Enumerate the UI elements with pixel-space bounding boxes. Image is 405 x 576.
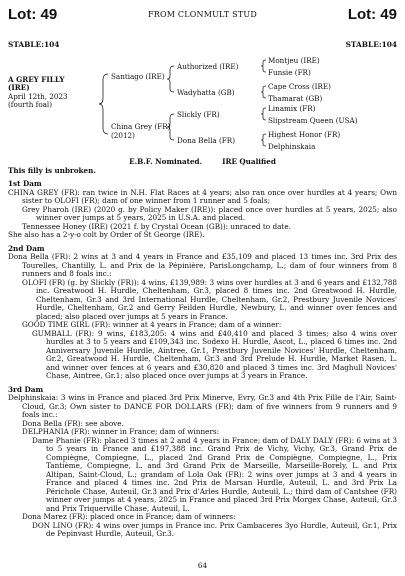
- first-dam-heading: 1st Dam: [8, 179, 42, 188]
- page-header: [8, 6, 397, 28]
- sire-dam: Wadyhatta (GB): [177, 88, 235, 97]
- third-dam-dona-marez: Dona Marez (FR): placed once in France; dam of winners:: [22, 512, 236, 521]
- third-dam-delphinskaia: Delphinskaia: 3 wins in France and placed 3rd Prix Minerve, Evry, Gr.3 and 4th Prix Fille de l'Air, Saint-Cloud, Gr.3; Own sister to DANCE FOR DOLLARS (FR); dam of five winners from 9 runners and 9 foals inc.:: [8, 393, 397, 419]
- dam-year: (2012): [111, 131, 135, 140]
- dam-dam-dam: Delphinskaia: [268, 142, 316, 151]
- stable-left: STABLE:104: [8, 40, 60, 49]
- sire: Santiago (IRE): [111, 72, 165, 81]
- dam-dam: Dona Bella (FR): [177, 136, 235, 145]
- third-dam-dona-bella-ref: Dona Bella (FR): see above.: [22, 418, 124, 428]
- dam-sire-sire: Linamix (FR): [268, 104, 316, 113]
- subject-foaled: April 12th, 2023: [8, 91, 68, 101]
- second-dam-olofi: OLOFI (FR) (g. by Slickly (FR)): 4 wins, £139,989: 3 wins over hurdles at 3 and 6 years and £132,788 inc. Greatwood H. Hurdle, Cheltenham, Gr.3, placed 8 times inc. 2nd Greatwood H. Hurdle, Cheltenham, Gr.3 and 3rd International Hurdle, Cheltenham, Gr.2, Prestbury Juvenile Novices' Hurdle, Cheltenham, Gr.2 and Gerry Feilden Hurdle, Newbury, L. and winner over fences and placed; also placed over jumps at 5 years in France.: [22, 277, 397, 321]
- unbroken-note: This filly is unbroken.: [8, 166, 96, 175]
- subject-foal-order: (fourth foal): [8, 100, 53, 110]
- stable-right: STABLE:104: [345, 40, 397, 49]
- lot-number-left: Lot: 49: [8, 6, 58, 23]
- third-dam-delphania: DELPHANIA (FR): winner in France; dam of winners:: [22, 427, 220, 436]
- subject-name: A GREY FILLY: [8, 75, 65, 84]
- second-dam-gumball: GUMBALL (FR): 9 wins, £183,205: 4 wins and £40,410 and placed 3 times; also 4 wins over hurdles at 3 to 5 years and £109,343 inc. Sodexo H. Hurdle, Ascot, L., placed 6 times inc. 2nd Anniversary Juvenile Hurdle, Aintree, Gr.1, Prestbury Juvenile Novices' Hurdle, Cheltenham, Gr.2, Greatwood H. Hurdle, Cheltenham, Gr.3 and 3rd Prelude H. Hurdle, Market Rasen, L. and winner over fences at 6 years and £30,820 and placed 3 times inc. 3rd Maghull Novices' Chase, Aintree, Gr.1; also placed once over jumps at 3 years in France.: [32, 328, 397, 380]
- sire-dam-dam: Thamarat (GB): [268, 94, 323, 103]
- first-dam-intro: CHINA GREY (FR): ran twice in N.H. Flat Races at 4 years; also ran once over hurdles at 4 years; Own sister to OLOFI (FR); dam of one winner from 1 runner and 5 foals;: [8, 187, 397, 205]
- subject-horse: [8, 76, 98, 110]
- subject-country: (IRE): [8, 83, 30, 93]
- third-dam-don-lino: DON LINO (FR): 4 wins over jumps in France inc. Prix Cambaceres 3yo Hurdle, Auteuil, Gr.1, Prix de Pepinvast Hurdle, Auteuil, Gr.3.: [32, 520, 397, 538]
- first-dam-produce-tennessee-honey: Tennessee Honey (IRE) (2021 f. by Crystal Ocean (GB)): unraced to date.: [22, 221, 291, 231]
- sire-dam-sire: Cape Cross (IRE): [268, 82, 331, 91]
- first-dam-covered: She also has a 2-y-o colt by Order of St George (IRE).: [8, 230, 205, 239]
- second-dam-good-time-girl: GOOD TIME GIRL (FR): winner at 4 years in France; dam of a winner:: [22, 320, 282, 329]
- sire-sire: Authorized (IRE): [177, 62, 239, 71]
- sire-sire-dam: Funsie (FR): [268, 68, 311, 77]
- second-dam-dona-bella: Dona Bella (FR): 2 wins at 3 and 4 years in France and £35,109 and placed 13 times inc. 3rd Prix des Tourelles, Chantilly, L. and Prix de la Pépinière, ParisLongchamp, L.; dam of four winners from 8 runners and 8 foals inc.:: [8, 252, 397, 278]
- sire-sire-sire: Montjeu (IRE): [268, 56, 320, 65]
- ebf-nomination: E.B.F. Nominated. IRE Qualified: [129, 157, 276, 166]
- pedigree-table: [0, 56, 405, 156]
- consignor: FROM CLONMULT STUD: [148, 10, 257, 19]
- dam-sire-dam: Slipstream Queen (USA): [268, 116, 358, 125]
- dam: China Grey (FR): [111, 122, 171, 131]
- produce-record: [8, 180, 397, 539]
- third-dam-heading: 3rd Dam: [8, 384, 44, 394]
- third-dam-dame-phanie: Dame Phanie (FR): placed 3 times at 2 and 4 years in France; dam of DALY DALY (FR): 6 wins at 3 to 5 years in France and £197,388 inc. Grand Prix de Vichy, Vichy, Gr.3, Grand Prix de Compiègne, Compiegne, L., placed 2nd Grand Prix de Compiègne, Compiegne, L., Prix Tantième, Compiegne, L. and 3rd Grand Prix de Marseille, Marseille-Borely, L. and Prix Altipan, Saint-Cloud, L.; grandam of Lola Oak (FR): 2 wins over jumps at 3 and 4 years in France and placed 4 times inc. 2nd Prix de Marsan Hurdle, Auteuil, L. and 3rd Prix La Périchole Chase, Auteuil, Gr.3 and Prix d'Arles Hurdle, Auteuil, L.; third dam of Cantshee (FR) winner over jumps at 4 years, 2025 in France and placed 3rd Prix Morgex Chase, Auteuil, Gr.3 and Prix Triquerville Chase, Auteuil, L.: [32, 435, 397, 513]
- first-dam-produce-grey-pharoh: Grey Pharoh (IRE) (2020 g. by Policy Maker (IRE)): placed once over hurdles at 5 years, 2025; also winner over jumps at 5 years, 2025 in U.S.A. and placed.: [22, 204, 397, 222]
- page-number: 64: [197, 561, 208, 570]
- second-dam-heading: 2nd Dam: [8, 243, 45, 253]
- dam-dam-sire: Highest Honor (FR): [268, 130, 341, 139]
- dam-sire: Slickly (FR): [177, 110, 220, 119]
- lot-number-right: Lot: 49: [347, 6, 397, 23]
